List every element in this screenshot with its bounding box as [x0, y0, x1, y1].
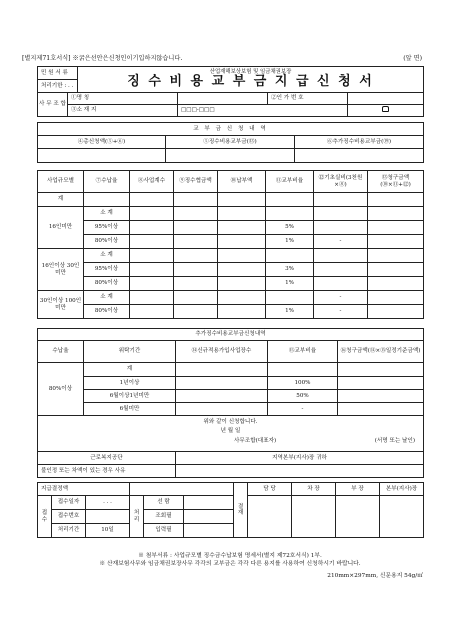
declaration-sign: (서명 또는 날인) [374, 438, 416, 444]
grid-cell[interactable] [174, 221, 218, 235]
grid-cell[interactable] [174, 235, 218, 249]
sign-box[interactable] [380, 496, 424, 538]
section2-header-ratio: ⑮교부비율 [268, 341, 338, 363]
grid-cell[interactable] [176, 390, 268, 403]
grid-cell[interactable] [218, 249, 266, 263]
collection-grid [37, 170, 424, 319]
row-label: 95%이상 [84, 263, 130, 277]
process-p3: 입력필 [144, 524, 184, 538]
form-title: 징 수 비 용 교 부 금 지 급 신 청 서 [127, 74, 374, 90]
grid-cell[interactable] [368, 207, 424, 221]
grid-cell[interactable] [218, 207, 266, 221]
row-extra [314, 207, 368, 221]
office-label: 사 무 조 합 [38, 93, 68, 117]
section1-heading: 교 부 금 신 청 내 역 [38, 123, 424, 136]
row-label: 80%이상 [84, 277, 130, 291]
process-p2: 조회필 [144, 510, 184, 524]
grid-cell[interactable] [84, 193, 130, 207]
period-label: 6월미만 [84, 403, 176, 416]
grid-cell[interactable] [130, 277, 174, 291]
total-request-label: ④총신청액(⑤+⑥) [38, 136, 166, 149]
approval-label: ②인 가 번 호 [268, 93, 348, 105]
grid-cell[interactable] [174, 291, 218, 305]
grid-cell[interactable] [130, 249, 174, 263]
grid-cell[interactable] [174, 277, 218, 291]
row-extra [314, 221, 368, 235]
grid-cell[interactable] [130, 221, 174, 235]
row-label: 80%이상 [84, 305, 130, 319]
row-rate [266, 207, 314, 221]
receipt-deadline-label: 처리기간 [52, 524, 86, 538]
grid-header-count: ⑧사업계수 [130, 171, 174, 193]
grid-cell[interactable] [338, 403, 424, 416]
grid-cell[interactable] [130, 193, 174, 207]
recipient-branch: 지역본부(지사)장 귀하 [176, 452, 424, 465]
title-cell [78, 67, 424, 93]
grid-cell[interactable] [368, 235, 424, 249]
grid-cell[interactable] [368, 249, 424, 263]
approval-a3: 부 장 [336, 483, 380, 496]
grid-cell[interactable] [174, 263, 218, 277]
recipient-org: 근로복지공단 [38, 452, 176, 465]
period-label: 6월이상1년미만 [84, 390, 176, 403]
receipt-side: 접 수 [38, 496, 52, 538]
approval-label: 결 재 [234, 483, 248, 538]
page-side: (앞 면) [403, 55, 422, 62]
period-rate: - [268, 403, 338, 416]
section2-header-claim: ⑯청구금액(⑭×⑮일정기준금액) [338, 341, 424, 363]
row-label: 소 계 [84, 207, 130, 221]
grant-summary-table [37, 122, 424, 163]
form-number: [별지제71호서식] ※굵은선안은신청인이기입하지않습니다. [22, 55, 183, 62]
section2-band: 80%이상 [38, 363, 84, 416]
process-label: 처 리 [130, 496, 144, 538]
decision-field[interactable] [130, 483, 234, 496]
row-extra [314, 263, 368, 277]
approval-a2: 차 장 [292, 483, 336, 496]
declaration-cell [38, 416, 424, 452]
row-rate [266, 291, 314, 305]
collection-grant-label: ⑤징수비용교부금(⑬) [166, 136, 295, 149]
grid-cell[interactable] [218, 221, 266, 235]
extra-grant-label: ⑥추가징수비용교부금(⑲) [295, 136, 424, 149]
name-label: ①명 칭 [68, 93, 178, 105]
grid-header-ratio: ⑪교부비율 [266, 171, 314, 193]
row-label: 소 계 [84, 249, 130, 263]
grid-cell[interactable] [218, 277, 266, 291]
footer-note: ※ 산재보험사무와 임금채권보장사무 각각의 교부금은 각각 다른 용지를 사용하여 신청하시기 바랍니다. [99, 561, 361, 567]
grid-header-amount: ⑨징수협금액 [174, 171, 218, 193]
grid-cell[interactable] [174, 193, 218, 207]
grid-header-paid: ⑩납부액 [218, 171, 266, 193]
approval-a1: 담 당 [248, 483, 292, 496]
grid-cell[interactable] [218, 305, 266, 319]
grid-cell[interactable] [176, 377, 268, 390]
decision-label: 지급결정액 [38, 483, 130, 496]
section2-rate-label: 수납율 [38, 341, 84, 363]
form-header [22, 53, 422, 62]
row-rate: 5% [266, 221, 314, 235]
sign-box[interactable] [292, 496, 336, 538]
grid-cell[interactable] [338, 390, 424, 403]
grid-cell[interactable] [176, 403, 268, 416]
grid-header-base: ⑫기초실비(3천원×⑧) [314, 171, 368, 193]
form-subtitle: 산업재해보상보험 및 임금채권보장 [209, 68, 292, 75]
grid-cell[interactable] [338, 377, 424, 390]
address-label: ③소 재 지 [68, 105, 178, 117]
process-p1: 선 람 [144, 496, 184, 510]
section2-total: 계 [84, 363, 176, 377]
name-field[interactable] [178, 93, 268, 105]
grid-cell[interactable] [368, 291, 424, 305]
grid-cell[interactable] [314, 193, 368, 207]
grid-cell[interactable] [368, 221, 424, 235]
row-rate: 3% [266, 263, 314, 277]
sign-box[interactable] [336, 496, 380, 538]
grid-cell[interactable] [368, 305, 424, 319]
row-extra [314, 277, 368, 291]
grid-cell[interactable] [174, 207, 218, 221]
grid-cell[interactable] [130, 235, 174, 249]
section2-header-period: 위탁기간 [84, 341, 176, 363]
address-field[interactable]: □□□-□□□ [178, 105, 348, 117]
row-label: 80%이상 [84, 235, 130, 249]
group-name: 30인이상 100인미만 [38, 291, 84, 319]
phone-cell[interactable] [348, 105, 424, 117]
grid-cell[interactable] [184, 524, 234, 538]
declaration-date: 년 월 일 [220, 428, 241, 434]
deadline-label: 처리기한 : . . [38, 80, 78, 93]
phone-icon [382, 106, 389, 112]
collection-grant-field[interactable] [166, 149, 295, 163]
grid-cell[interactable] [174, 305, 218, 319]
grid-header-scale: 사업규모별 [38, 171, 84, 193]
group-name: 16인이상 30인미만 [38, 249, 84, 291]
grid-cell[interactable] [368, 193, 424, 207]
row-extra: - [314, 291, 368, 305]
grid-cell[interactable] [218, 291, 266, 305]
grid-cell[interactable] [338, 363, 424, 377]
grid-cell[interactable] [368, 277, 424, 291]
remarks-label: 불인정 또는 차액이 있는 경우 사유 [38, 465, 176, 478]
grid-cell[interactable] [176, 363, 268, 377]
grid-cell[interactable] [130, 305, 174, 319]
receipt-deadline-field: 10일 [86, 524, 130, 538]
receipt-number-label: 접수번호 [52, 510, 86, 524]
receipt-table [37, 482, 424, 538]
period-rate: 50% [268, 390, 338, 403]
receipt-date-field[interactable]: . . . [86, 496, 130, 510]
row-extra [314, 249, 368, 263]
grid-cell[interactable] [130, 263, 174, 277]
approval-a4: 본부(지사)장 [380, 483, 424, 496]
approval-field[interactable] [348, 93, 424, 105]
grid-cell[interactable] [218, 235, 266, 249]
grid-cell[interactable] [130, 207, 174, 221]
receipt-number-field[interactable] [86, 510, 130, 524]
declaration-line: 위와 같이 신청합니다. [203, 419, 258, 425]
row-label: 95%이상 [84, 221, 130, 235]
grid-header-rate: ⑦수납율 [84, 171, 130, 193]
row-extra: - [314, 235, 368, 249]
grid-header-claim: ⑬청구금액(⑩×⑪+⑫) [368, 171, 424, 193]
row-rate: 1% [266, 277, 314, 291]
period-rate: 100% [268, 377, 338, 390]
grid-cell[interactable] [218, 263, 266, 277]
period-label: 1년이상 [84, 377, 176, 390]
grid-cell[interactable] [218, 193, 266, 207]
grid-cell[interactable] [174, 249, 218, 263]
extra-grant-table [37, 328, 424, 478]
declaration-applicant: 사무조합(대표자) [234, 438, 277, 444]
grid-cell[interactable] [266, 193, 314, 207]
grid-cell[interactable] [268, 363, 338, 377]
footer-size: 210mm×297mm, 신문용지 54g/㎡ [327, 573, 423, 579]
total-request-field[interactable] [38, 149, 166, 163]
group-name: 16인미만 [38, 207, 84, 249]
grid-cell[interactable] [130, 291, 174, 305]
applicant-table [37, 66, 424, 117]
row-rate [266, 249, 314, 263]
row-extra: - [314, 305, 368, 319]
section2-header-new: ⑭신규적용가입사업장수 [176, 341, 268, 363]
grid-cell[interactable] [184, 496, 234, 510]
civil-label: 민 원 서 류 [38, 67, 78, 80]
row-label: 소 계 [84, 291, 130, 305]
remarks-field[interactable] [176, 465, 424, 478]
footer-attach: ※ 첨부서류 : 사업규모별 징수금수납보험 명세서(별지 제72호서식) 1부. [138, 553, 322, 559]
grid-total-label: 계 [38, 193, 84, 207]
grid-cell[interactable] [184, 510, 234, 524]
row-rate: 1% [266, 235, 314, 249]
row-rate: 1% [266, 305, 314, 319]
extra-grant-field[interactable] [295, 149, 424, 163]
receipt-date-label: 접수일자 [52, 496, 86, 510]
section2-heading: 추가징수비용교부금신청내역 [38, 329, 424, 341]
grid-cell[interactable] [368, 263, 424, 277]
sign-box[interactable] [248, 496, 292, 538]
